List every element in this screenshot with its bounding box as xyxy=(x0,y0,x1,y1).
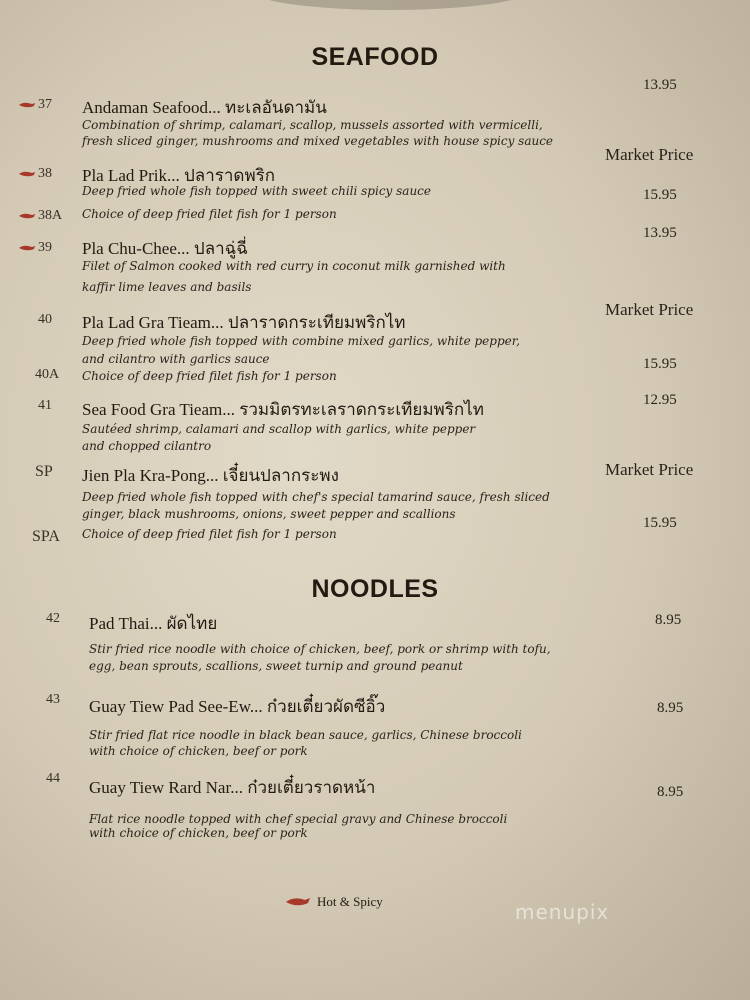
item-number: SPA xyxy=(32,528,60,545)
dish-price: Market Price xyxy=(605,145,694,164)
item-number xyxy=(18,208,62,224)
dish-description: Choice of deep fried filet fish for 1 person xyxy=(82,527,337,541)
dish-price: 12.95 xyxy=(643,392,677,408)
dish-name: Jien Pla Kra-Pong... เจี๋ยนปลากระพง xyxy=(82,466,339,485)
dish-description: kaffir lime leaves and basils xyxy=(82,280,252,294)
dish-description: Stir fried rice noodle with choice of chicken, beef, pork or shrimp with tofu, xyxy=(89,642,551,656)
dish-description: Deep fried whole fish topped with sweet chili spicy sauce xyxy=(82,184,432,198)
top-shadow xyxy=(250,0,530,10)
dish-price: 8.95 xyxy=(657,700,684,716)
dish-description: Filet of Salmon cooked with red curry in coconut milk garnished with xyxy=(82,259,506,273)
item-number-text: 39 xyxy=(38,240,52,255)
chili-pepper-icon xyxy=(18,101,36,109)
item-number-text: 37 xyxy=(38,97,52,112)
dish-name: Pla Chu-Chee... ปลาฉู่ฉี่ xyxy=(82,239,248,258)
dish-price: 8.95 xyxy=(657,784,684,800)
dish-price: 8.95 xyxy=(655,612,682,628)
watermark: menupix xyxy=(515,900,610,924)
legend-hot-spicy xyxy=(285,894,383,910)
dish-description: Choice of deep fried filet fish for 1 person xyxy=(82,207,337,221)
dish-price: 15.95 xyxy=(643,187,677,203)
dish-description: Stir fried flat rice noodle in black bean sauce, garlics, Chinese broccoli xyxy=(89,728,522,742)
item-number: 43 xyxy=(46,692,60,707)
dish-name: Pla Lad Gra Tieam... ปลาราดกระเทียมพริกไท xyxy=(82,313,406,332)
item-number-text: 38 xyxy=(38,166,52,181)
item-number-text: 38A xyxy=(38,208,63,223)
dish-description: ginger, black mushrooms, onions, sweet pepper and scallions xyxy=(82,507,456,521)
dish-description: Flat rice noodle topped with chef special gravy and Chinese broccoli xyxy=(89,812,508,826)
dish-description: Combination of shrimp, calamari, scallop, mussels assorted with vermicelli, xyxy=(82,118,543,132)
dish-description: with choice of chicken, beef or pork xyxy=(89,826,308,840)
item-number xyxy=(18,240,52,256)
dish-description: Deep fried whole fish topped with chef's special tamarind sauce, fresh sliced xyxy=(82,490,550,504)
dish-name: Sea Food Gra Tieam... รวมมิตรทะเลราดกระเทียมพริกไท xyxy=(82,400,484,419)
chili-pepper-icon xyxy=(18,244,36,252)
chili-pepper-icon xyxy=(18,170,36,178)
item-number xyxy=(18,166,52,182)
dish-description: and cilantro with garlics sauce xyxy=(82,352,270,366)
dish-price: 15.95 xyxy=(643,515,677,531)
item-number: 40 xyxy=(38,312,52,327)
item-number: 42 xyxy=(46,611,60,626)
dish-description: and chopped cilantro xyxy=(82,439,212,453)
dish-name: Guay Tiew Pad See-Ew... ก๋วยเตี๋ยวผัดซีอิ๊ว xyxy=(89,697,386,716)
chili-pepper-icon xyxy=(285,896,311,908)
dish-name: Guay Tiew Rard Nar... ก๋วยเตี๋ยวราดหน้า xyxy=(89,778,376,797)
dish-price: Market Price xyxy=(605,460,694,479)
dish-description: fresh sliced ginger, mushrooms and mixed vegetables with house spicy sauce xyxy=(82,134,554,148)
chili-pepper-icon xyxy=(18,212,36,220)
dish-description: egg, bean sprouts, scallions, sweet turnip and ground peanut xyxy=(89,659,463,673)
dish-description: Choice of deep fried filet fish for 1 person xyxy=(82,369,337,383)
dish-description: with choice of chicken, beef or pork xyxy=(89,744,308,758)
section-title-noodles: NOODLES xyxy=(311,575,439,603)
dish-description: Deep fried whole fish topped with combine mixed garlics, white pepper, xyxy=(82,334,520,348)
item-number xyxy=(18,97,52,113)
dish-price: 13.95 xyxy=(643,77,677,93)
section-title-seafood: SEAFOOD xyxy=(311,43,439,71)
dish-name: Andaman Seafood... ทะเลอันดามัน xyxy=(82,98,327,117)
dish-price: 15.95 xyxy=(643,356,677,372)
dish-description: Sautéed shrimp, calamari and scallop with garlics, white pepper xyxy=(82,422,476,436)
item-number: 44 xyxy=(46,771,60,786)
item-number: 41 xyxy=(38,398,52,413)
item-number: 40A xyxy=(35,367,60,382)
dish-name: Pad Thai... ผัดไทย xyxy=(89,614,218,633)
item-number: SP xyxy=(35,463,53,480)
legend-label: Hot & Spicy xyxy=(317,894,383,909)
dish-price: 13.95 xyxy=(643,225,677,241)
dish-name: Pla Lad Prik... ปลาราดพริก xyxy=(82,166,276,185)
dish-price: Market Price xyxy=(605,300,694,319)
